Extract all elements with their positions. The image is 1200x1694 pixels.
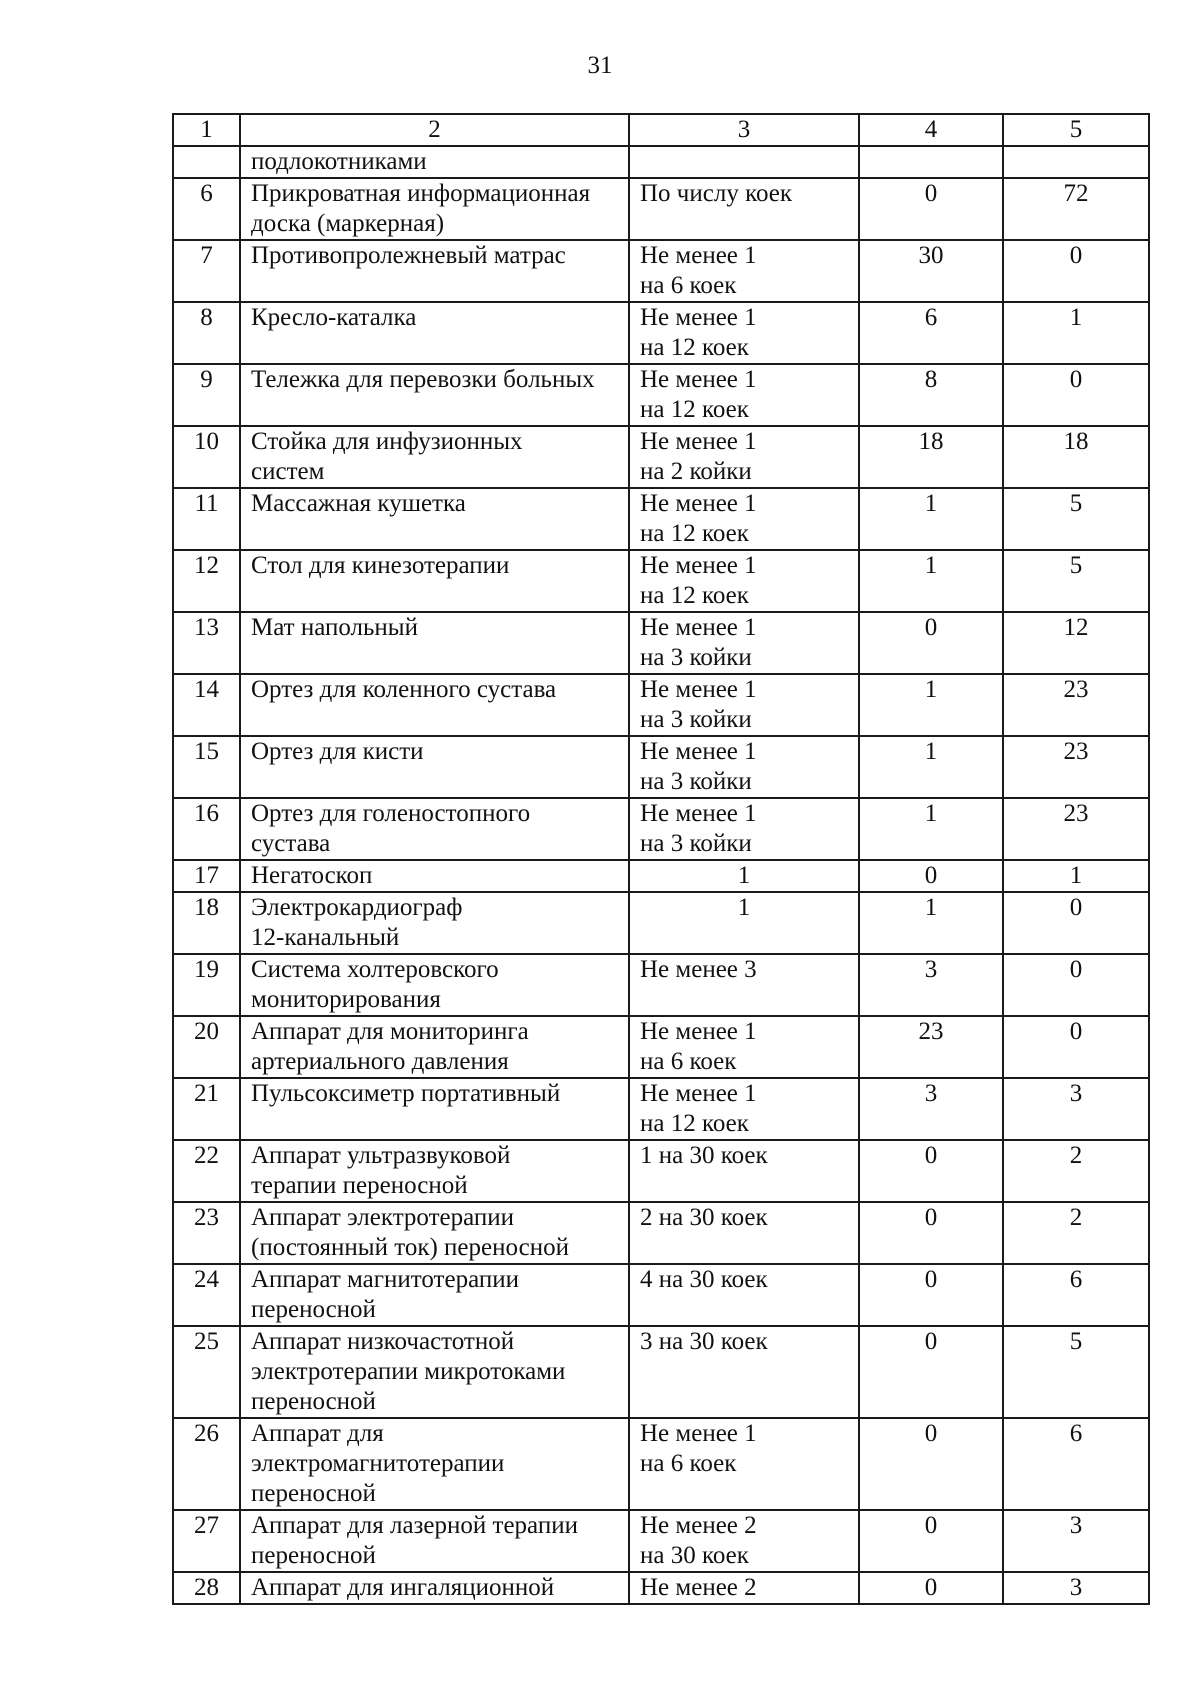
equipment-name	[240, 488, 629, 550]
table-row	[173, 488, 1149, 550]
col-5-value: 3	[1003, 1078, 1149, 1140]
col-4-value: 1	[859, 550, 1003, 612]
table-row	[173, 1140, 1149, 1202]
col-5-value: 72	[1003, 178, 1149, 240]
equipment-name-line: электромагнитотерапии	[251, 1450, 505, 1477]
table-row	[173, 1326, 1149, 1418]
row-number: 13	[173, 612, 240, 674]
equipment-name	[240, 240, 629, 302]
equipment-name	[240, 954, 629, 1016]
equipment-name-line: Противопролежневый матрас	[251, 242, 566, 269]
table-row	[173, 892, 1149, 954]
quantity-norm	[629, 550, 859, 612]
table-row	[173, 550, 1149, 612]
table-row	[173, 954, 1149, 1016]
row-number: 23	[173, 1202, 240, 1264]
quantity-norm	[629, 860, 859, 892]
col-5-value: 3	[1003, 1572, 1149, 1604]
quantity-norm-line: Не менее 1	[640, 1080, 757, 1107]
quantity-norm-line: на 12 коек	[640, 334, 749, 361]
equipment-name	[240, 1202, 629, 1264]
col-4-value: 1	[859, 892, 1003, 954]
col-4-value: 1	[859, 736, 1003, 798]
quantity-norm-line: Не менее 1	[640, 552, 757, 579]
equipment-name-line: Аппарат для мониторинга	[251, 1018, 529, 1045]
equipment-name	[240, 302, 629, 364]
equipment-name-line: Ортез для кисти	[251, 738, 424, 765]
col-4-value: 6	[859, 302, 1003, 364]
equipment-name-line: Электрокардиограф	[251, 894, 463, 921]
col-5-value: 0	[1003, 364, 1149, 426]
quantity-norm-line: Не менее 1	[640, 800, 757, 827]
equipment-name-line: Аппарат магнитотерапии	[251, 1266, 519, 1293]
col-4-value: 0	[859, 1264, 1003, 1326]
row-number: 6	[173, 178, 240, 240]
col-4-value: 23	[859, 1016, 1003, 1078]
col-4-value: 0	[859, 1510, 1003, 1572]
quantity-norm-line: Не менее 1	[640, 490, 757, 517]
equipment-name	[240, 892, 629, 954]
page-number: 31	[587, 52, 613, 79]
quantity-norm-line: 3 на 30 коек	[640, 1328, 768, 1355]
row-number: 25	[173, 1326, 240, 1418]
col-5-value: 23	[1003, 798, 1149, 860]
quantity-norm	[629, 1078, 859, 1140]
table-row	[173, 860, 1149, 892]
equipment-name-line: переносной	[251, 1388, 376, 1415]
equipment-name-line: систем	[251, 458, 325, 485]
row-number: 15	[173, 736, 240, 798]
col-5-value: 1	[1003, 302, 1149, 364]
quantity-norm-line: Не менее 3	[640, 956, 757, 983]
equipment-name-line: Аппарат для	[251, 1420, 384, 1447]
table-row	[173, 364, 1149, 426]
col-4-value: 1	[859, 488, 1003, 550]
quantity-norm-line: на 12 коек	[640, 520, 749, 547]
row-number: 10	[173, 426, 240, 488]
equipment-name	[240, 1078, 629, 1140]
col-5-value: 1	[1003, 860, 1149, 892]
equipment-name-line: переносной	[251, 1480, 376, 1507]
row-number: 19	[173, 954, 240, 1016]
col-4-value	[859, 146, 1003, 178]
quantity-norm-line: 1	[737, 894, 751, 921]
quantity-norm-line: на 12 коек	[640, 582, 749, 609]
quantity-norm	[629, 1572, 859, 1604]
equipment-name	[240, 736, 629, 798]
col-5-value: 6	[1003, 1418, 1149, 1510]
col-5-value: 0	[1003, 240, 1149, 302]
table-row	[173, 612, 1149, 674]
col-4-value: 0	[859, 1202, 1003, 1264]
row-number: 16	[173, 798, 240, 860]
equipment-name	[240, 1326, 629, 1418]
quantity-norm-line: Не менее 1	[640, 428, 757, 455]
equipment-name	[240, 612, 629, 674]
table-row	[173, 798, 1149, 860]
quantity-norm-line: на 30 коек	[640, 1542, 749, 1569]
quantity-norm-line: Не менее 1	[640, 366, 757, 393]
col-5-value: 23	[1003, 674, 1149, 736]
col-4-value: 0	[859, 1140, 1003, 1202]
row-number: 20	[173, 1016, 240, 1078]
equipment-name-line: Стол для кинезотерапии	[251, 552, 510, 579]
equipment-name-line: артериального давления	[251, 1048, 509, 1075]
quantity-norm-line: Не менее 2	[640, 1574, 757, 1601]
equipment-name-line: Тележка для перевозки больных	[251, 366, 595, 393]
equipment-name-line: Аппарат для лазерной терапии	[251, 1512, 578, 1539]
header-row	[173, 114, 1149, 146]
quantity-norm-line: Не менее 1	[640, 1420, 757, 1447]
table-row	[173, 1202, 1149, 1264]
equipment-name-line: терапии переносной	[251, 1172, 468, 1199]
quantity-norm-line: 4 на 30 коек	[640, 1266, 768, 1293]
quantity-norm-line: 1 на 30 коек	[640, 1142, 768, 1169]
equipment-name-line: Аппарат ультразвуковой	[251, 1142, 511, 1169]
quantity-norm	[629, 178, 859, 240]
row-number: 7	[173, 240, 240, 302]
equipment-name	[240, 1572, 629, 1604]
col-4-value: 3	[859, 954, 1003, 1016]
equipment-name-line: Массажная кушетка	[251, 490, 466, 517]
quantity-norm	[629, 426, 859, 488]
table-row	[173, 1572, 1149, 1604]
col-4-value: 3	[859, 1078, 1003, 1140]
row-number: 24	[173, 1264, 240, 1326]
equipment-name-line: Пульсоксиметр портативный	[251, 1080, 561, 1107]
quantity-norm	[629, 1202, 859, 1264]
quantity-norm-line: на 6 коек	[640, 1048, 737, 1075]
quantity-norm-line: на 2 койки	[640, 458, 752, 485]
row-number: 12	[173, 550, 240, 612]
equipment-name	[240, 426, 629, 488]
row-number: 11	[173, 488, 240, 550]
equipment-name-line: Прикроватная информационная	[251, 180, 591, 207]
equipment-name	[240, 1140, 629, 1202]
table-row	[173, 1078, 1149, 1140]
row-number: 26	[173, 1418, 240, 1510]
row-number: 28	[173, 1572, 240, 1604]
quantity-norm	[629, 674, 859, 736]
col-5-value: 12	[1003, 612, 1149, 674]
equipment-name	[240, 674, 629, 736]
quantity-norm-line: 2 на 30 коек	[640, 1204, 768, 1231]
quantity-norm	[629, 1510, 859, 1572]
col-4-value: 8	[859, 364, 1003, 426]
col-5-value: 23	[1003, 736, 1149, 798]
table-row	[173, 178, 1149, 240]
table-row	[173, 146, 1149, 178]
row-number: 9	[173, 364, 240, 426]
row-number	[173, 146, 240, 178]
equipment-name-line: подлокотниками	[251, 148, 427, 175]
equipment-name	[240, 1016, 629, 1078]
quantity-norm	[629, 1418, 859, 1510]
equipment-table	[172, 113, 1150, 1605]
quantity-norm	[629, 612, 859, 674]
quantity-norm-line: Не менее 2	[640, 1512, 757, 1539]
quantity-norm-line: По числу коек	[640, 180, 793, 207]
equipment-name-line: сустава	[251, 830, 331, 857]
col-5-value: 0	[1003, 954, 1149, 1016]
col-4-value: 0	[859, 1572, 1003, 1604]
quantity-norm	[629, 364, 859, 426]
col-5-value: 2	[1003, 1140, 1149, 1202]
col-4-value: 0	[859, 1418, 1003, 1510]
row-number: 18	[173, 892, 240, 954]
table-row	[173, 302, 1149, 364]
equipment-name	[240, 1264, 629, 1326]
equipment-name-line: 12-канальный	[251, 924, 400, 951]
col-4-value: 18	[859, 426, 1003, 488]
equipment-name-line: переносной	[251, 1542, 376, 1569]
quantity-norm	[629, 1326, 859, 1418]
equipment-name	[240, 550, 629, 612]
quantity-norm-line: на 3 койки	[640, 830, 752, 857]
quantity-norm	[629, 736, 859, 798]
col-4-value: 1	[859, 798, 1003, 860]
quantity-norm	[629, 798, 859, 860]
equipment-name-line: Аппарат для ингаляционной	[251, 1574, 555, 1601]
quantity-norm-line: на 12 коек	[640, 396, 749, 423]
col-4-value: 0	[859, 178, 1003, 240]
row-number: 21	[173, 1078, 240, 1140]
quantity-norm	[629, 1264, 859, 1326]
row-number: 27	[173, 1510, 240, 1572]
row-number: 8	[173, 302, 240, 364]
quantity-norm-line: Не менее 1	[640, 738, 757, 765]
quantity-norm	[629, 302, 859, 364]
col-5-value: 0	[1003, 892, 1149, 954]
quantity-norm-line: Не менее 1	[640, 614, 757, 641]
header-col-2: 2	[240, 114, 629, 146]
quantity-norm-line: Не менее 1	[640, 304, 757, 331]
quantity-norm	[629, 1140, 859, 1202]
quantity-norm	[629, 1016, 859, 1078]
equipment-name	[240, 860, 629, 892]
header-col-3: 3	[629, 114, 859, 146]
table-row	[173, 1510, 1149, 1572]
equipment-name	[240, 178, 629, 240]
col-5-value: 3	[1003, 1510, 1149, 1572]
quantity-norm-line: на 6 коек	[640, 1450, 737, 1477]
equipment-name-line: мониторирования	[251, 986, 441, 1013]
quantity-norm-line: на 3 койки	[640, 706, 752, 733]
quantity-norm-line: на 3 койки	[640, 644, 752, 671]
equipment-name-line: доска (маркерная)	[251, 210, 445, 237]
header-col-4: 4	[859, 114, 1003, 146]
equipment-name-line: Ортез для коленного сустава	[251, 676, 557, 703]
equipment-name-line: Негатоскоп	[251, 862, 373, 889]
equipment-name	[240, 798, 629, 860]
quantity-norm-line: Не менее 1	[640, 1018, 757, 1045]
quantity-norm-line: 1	[737, 862, 751, 889]
row-number: 14	[173, 674, 240, 736]
quantity-norm-line: Не менее 1	[640, 676, 757, 703]
quantity-norm-line: на 12 коек	[640, 1110, 749, 1137]
equipment-name-line: Аппарат электротерапии	[251, 1204, 515, 1231]
equipment-name-line: электротерапии микротоками	[251, 1358, 566, 1385]
col-4-value: 1	[859, 674, 1003, 736]
col-4-value: 30	[859, 240, 1003, 302]
col-4-value: 0	[859, 1326, 1003, 1418]
col-5-value: 5	[1003, 1326, 1149, 1418]
quantity-norm	[629, 240, 859, 302]
col-5-value	[1003, 146, 1149, 178]
col-5-value: 5	[1003, 488, 1149, 550]
equipment-name-line: переносной	[251, 1296, 376, 1323]
table-row	[173, 240, 1149, 302]
col-4-value: 0	[859, 612, 1003, 674]
quantity-norm	[629, 954, 859, 1016]
equipment-name	[240, 1510, 629, 1572]
equipment-name-line: Система холтеровского	[251, 956, 499, 983]
col-5-value: 5	[1003, 550, 1149, 612]
equipment-name-line: Кресло-каталка	[251, 304, 417, 331]
quantity-norm	[629, 892, 859, 954]
quantity-norm-line: Не менее 1	[640, 242, 757, 269]
quantity-norm	[629, 146, 859, 178]
quantity-norm-line: на 6 коек	[640, 272, 737, 299]
equipment-name-line: Мат напольный	[251, 614, 418, 641]
col-5-value: 18	[1003, 426, 1149, 488]
quantity-norm	[629, 488, 859, 550]
col-5-value: 2	[1003, 1202, 1149, 1264]
col-5-value: 6	[1003, 1264, 1149, 1326]
table-row	[173, 426, 1149, 488]
col-5-value: 0	[1003, 1016, 1149, 1078]
equipment-name	[240, 364, 629, 426]
table-row	[173, 1418, 1149, 1510]
table-row	[173, 1264, 1149, 1326]
header-col-1: 1	[173, 114, 240, 146]
row-number: 17	[173, 860, 240, 892]
table-row	[173, 674, 1149, 736]
table-row	[173, 736, 1149, 798]
table-row	[173, 1016, 1149, 1078]
equipment-name	[240, 1418, 629, 1510]
table-body	[173, 146, 1149, 1604]
equipment-name-line: (постоянный ток) переносной	[251, 1234, 569, 1261]
row-number: 22	[173, 1140, 240, 1202]
quantity-norm-line: на 3 койки	[640, 768, 752, 795]
equipment-name	[240, 146, 629, 178]
equipment-name-line: Аппарат низкочастотной	[251, 1328, 515, 1355]
equipment-name-line: Стойка для инфузионных	[251, 428, 523, 455]
header-col-5: 5	[1003, 114, 1149, 146]
equipment-name-line: Ортез для голеностопного	[251, 800, 531, 827]
col-4-value: 0	[859, 860, 1003, 892]
